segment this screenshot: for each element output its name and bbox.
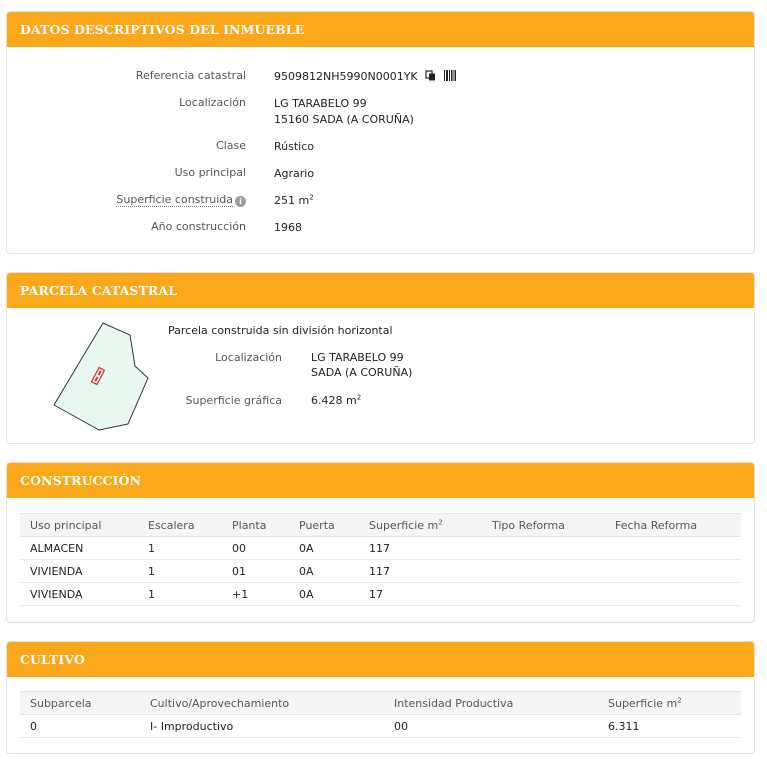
col-escalera: Escalera	[138, 514, 222, 537]
sup-label: Superficie construida	[116, 193, 233, 206]
barcode-icon[interactable]	[444, 70, 456, 85]
parcela-desc: Parcela construida sin división horizontal	[168, 324, 393, 337]
col-uso: Uso principal	[20, 514, 138, 537]
ref-label: Referencia catastral	[135, 69, 246, 82]
clase-value: Rústico	[274, 140, 314, 153]
cultivo-header-row	[20, 692, 741, 715]
ref-value: 9509812NH5990N0001YK	[274, 70, 418, 83]
parcela-panel	[6, 272, 755, 444]
cell-escalera: 1	[138, 560, 222, 583]
col-cultivo-superficie-label: Superficie m	[608, 696, 678, 710]
col-tipo-reforma: Tipo Reforma	[482, 514, 605, 537]
cell-superficie: 17	[359, 583, 482, 606]
col-subparcela: Subparcela	[20, 692, 140, 715]
col-fecha-reforma: Fecha Reforma	[605, 514, 741, 537]
cultivo-title: CULTIVO	[7, 642, 754, 677]
loc-value-line1: LG TARABELO 99	[274, 97, 367, 110]
ref-row	[7, 69, 754, 87]
cell-tipo-reforma	[482, 537, 605, 560]
cell-fecha-reforma	[605, 537, 741, 560]
info-icon[interactable]: i	[235, 196, 246, 207]
anio-value: 1968	[274, 221, 302, 234]
cell-superficie: 6.311	[598, 715, 741, 738]
col-cultivo-superficie-exp: 2	[677, 695, 682, 704]
cell-puerta: 0A	[289, 583, 359, 606]
construccion-table	[20, 513, 741, 606]
cell-planta: 00	[222, 537, 289, 560]
cell-escalera: 1	[138, 537, 222, 560]
loc-value-line2: 15160 SADA (A CORUÑA)	[274, 113, 414, 126]
parcela-title: PARCELA CATASTRAL	[7, 273, 754, 308]
sup-row	[7, 193, 754, 211]
sup-exp: 2	[309, 193, 314, 202]
datos-panel	[6, 11, 755, 254]
col-cultivo: Cultivo/Aprovechamiento	[140, 692, 384, 715]
col-cultivo-superficie	[598, 692, 741, 715]
table-row	[20, 583, 741, 606]
cell-tipo-reforma	[482, 560, 605, 583]
clase-label: Clase	[216, 139, 246, 152]
uso-row	[7, 166, 754, 184]
parcela-sup-exp: 2	[356, 393, 362, 402]
cell-uso: VIVIENDA	[20, 583, 138, 606]
uso-value: Agrario	[274, 167, 315, 180]
cell-puerta: 0A	[289, 537, 359, 560]
uso-label: Uso principal	[174, 166, 246, 179]
anio-row	[7, 220, 754, 238]
parcela-sup-value-wrap	[311, 394, 361, 407]
construccion-header-row	[20, 514, 741, 537]
table-row	[20, 560, 741, 583]
cell-fecha-reforma	[605, 583, 741, 606]
datos-title: DATOS DESCRIPTIVOS DEL INMUEBLE	[7, 12, 754, 47]
col-superficie-exp: 2	[438, 517, 443, 526]
cell-tipo-reforma	[482, 583, 605, 606]
table-row	[20, 537, 741, 560]
parcel-map[interactable]	[47, 318, 157, 433]
cell-subparcela: 0	[20, 715, 140, 738]
parcela-loc-line1: LG TARABELO 99	[311, 351, 404, 364]
sup-label-wrap	[116, 193, 246, 207]
cell-superficie: 117	[359, 560, 482, 583]
loc-label: Localización	[179, 96, 246, 109]
cell-uso: ALMACEN	[20, 537, 138, 560]
copy-icon[interactable]	[425, 70, 436, 85]
cell-superficie: 117	[359, 537, 482, 560]
parcela-loc-label: Localización	[215, 351, 282, 364]
sup-value: 251 m	[274, 194, 310, 207]
cell-intensidad: 00	[384, 715, 598, 738]
cell-uso: VIVIENDA	[20, 560, 138, 583]
col-puerta: Puerta	[289, 514, 359, 537]
col-planta: Planta	[222, 514, 289, 537]
ref-value-wrap	[274, 69, 456, 85]
clase-row	[7, 139, 754, 157]
col-intensidad: Intensidad Productiva	[384, 692, 598, 715]
col-superficie-label: Superficie m	[369, 518, 439, 532]
parcela-sup-value: 6.428 m	[311, 394, 357, 407]
loc-row	[7, 96, 754, 130]
construccion-title: CONSTRUCCIÓN	[7, 463, 754, 498]
cell-cultivo: I- Improductivo	[140, 715, 384, 738]
cell-planta: 01	[222, 560, 289, 583]
sup-value-wrap	[274, 193, 314, 208]
anio-label: Año construcción	[151, 220, 246, 233]
construccion-panel	[6, 462, 755, 623]
table-row	[20, 715, 741, 738]
cultivo-panel	[6, 641, 755, 754]
cell-escalera: 1	[138, 583, 222, 606]
cultivo-table	[20, 691, 741, 738]
parcela-sup-label: Superficie gráfica	[185, 394, 282, 407]
parcela-loc-line2: SADA (A CORUÑA)	[311, 366, 413, 379]
col-superficie	[359, 514, 482, 537]
cell-planta: +1	[222, 583, 289, 606]
cell-fecha-reforma	[605, 560, 741, 583]
cell-puerta: 0A	[289, 560, 359, 583]
